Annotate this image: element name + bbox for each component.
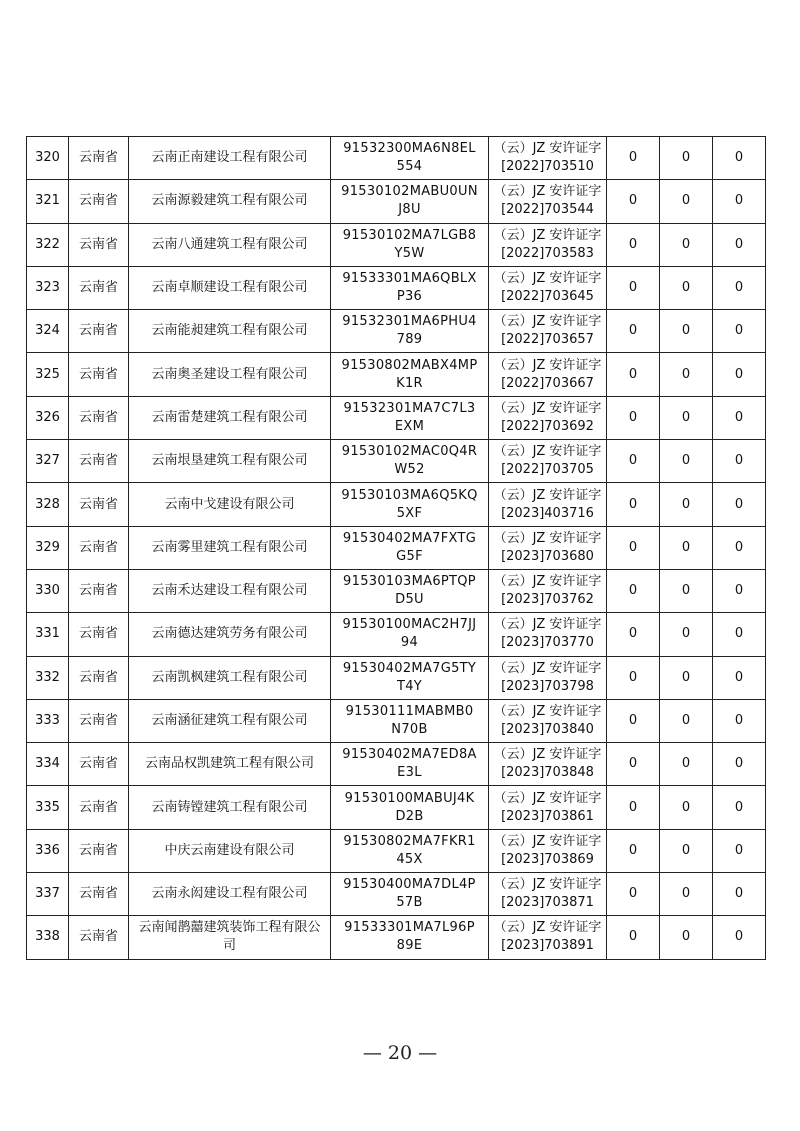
row-number: 334	[27, 743, 69, 786]
license-cell	[489, 396, 607, 439]
row-number: 331	[27, 613, 69, 656]
license-cell-line: （云）JZ 安许证字	[493, 660, 602, 676]
credit-code-cell-line: 91530402MA7ED8A	[342, 747, 477, 763]
license-cell	[489, 440, 607, 483]
license-cell-line: （云）JZ 安许证字	[493, 314, 602, 330]
province-cell: 云南省	[69, 873, 129, 916]
license-cell-line: [2023]703680	[501, 548, 594, 564]
count-cell-2: 0	[660, 353, 713, 396]
count-cell-1: 0	[607, 266, 660, 309]
credit-code-cell	[331, 699, 489, 742]
count-cell-1: 0	[607, 396, 660, 439]
count-cell-2: 0	[660, 223, 713, 266]
table-row	[27, 699, 766, 742]
credit-code-cell-line: EXM	[394, 418, 425, 434]
province-cell: 云南省	[69, 569, 129, 612]
table-row	[27, 266, 766, 309]
row-number: 338	[27, 916, 69, 959]
province-cell: 云南省	[69, 743, 129, 786]
license-cell-line: （云）JZ 安许证字	[493, 617, 602, 633]
row-number: 335	[27, 786, 69, 829]
row-number: 324	[27, 310, 69, 353]
credit-code-cell	[331, 569, 489, 612]
license-cell-line: [2022]703510	[501, 159, 594, 175]
province-cell: 云南省	[69, 786, 129, 829]
credit-code-cell	[331, 180, 489, 223]
company-name-cell-line: 中庆云南建设有限公司	[164, 842, 295, 858]
credit-code-cell	[331, 353, 489, 396]
license-cell-line: （云）JZ 安许证字	[493, 877, 602, 893]
count-cell-1: 0	[607, 699, 660, 742]
credit-code-cell	[331, 743, 489, 786]
credit-code-cell-line: 91533301MA6QBLX	[342, 271, 477, 287]
credit-code-cell-line: J8U	[398, 202, 421, 218]
row-number: 322	[27, 223, 69, 266]
company-name-cell-line: 云南卓顺建设工程有限公司	[151, 280, 308, 296]
table-row	[27, 743, 766, 786]
company-name-cell	[129, 483, 331, 526]
license-cell-line: [2023]703871	[501, 895, 594, 911]
table-row	[27, 786, 766, 829]
credit-code-cell	[331, 440, 489, 483]
count-cell-2: 0	[660, 180, 713, 223]
company-name-cell	[129, 353, 331, 396]
credit-code-cell-line: 91530802MA7FKR1	[343, 833, 476, 849]
count-cell-3: 0	[713, 656, 766, 699]
license-cell	[489, 829, 607, 872]
row-number: 336	[27, 829, 69, 872]
company-name-cell	[129, 396, 331, 439]
table-row	[27, 829, 766, 872]
company-table	[26, 136, 766, 960]
license-cell	[489, 180, 607, 223]
count-cell-2: 0	[660, 916, 713, 959]
count-cell-2: 0	[660, 526, 713, 569]
page-number: — 20 —	[362, 1042, 438, 1064]
license-cell	[489, 223, 607, 266]
license-cell-line: （云）JZ 安许证字	[493, 357, 602, 373]
company-name-cell-line: 云南中戈建设有限公司	[164, 496, 295, 512]
credit-code-cell-line: 554	[396, 159, 423, 175]
count-cell-1: 0	[607, 829, 660, 872]
count-cell-3: 0	[713, 873, 766, 916]
company-name-cell	[129, 916, 331, 959]
company-name-cell	[129, 266, 331, 309]
table-row	[27, 656, 766, 699]
license-cell	[489, 613, 607, 656]
company-name-cell-line: 云南能昶建筑工程有限公司	[151, 323, 308, 339]
row-number: 333	[27, 699, 69, 742]
count-cell-2: 0	[660, 873, 713, 916]
license-cell-line: [2022]703645	[501, 289, 594, 305]
license-cell-line: [2023]703762	[501, 592, 594, 608]
license-cell	[489, 353, 607, 396]
credit-code-cell-line: 91530100MABUJ4K	[344, 790, 475, 806]
license-cell	[489, 310, 607, 353]
credit-code-cell	[331, 137, 489, 180]
count-cell-2: 0	[660, 829, 713, 872]
company-name-cell	[129, 699, 331, 742]
count-cell-2: 0	[660, 483, 713, 526]
license-cell	[489, 483, 607, 526]
province-cell: 云南省	[69, 137, 129, 180]
province-cell: 云南省	[69, 656, 129, 699]
company-name-cell-line: 云南正南建设工程有限公司	[151, 150, 308, 166]
table-row	[27, 483, 766, 526]
table-row	[27, 440, 766, 483]
company-name-cell	[129, 569, 331, 612]
count-cell-1: 0	[607, 353, 660, 396]
credit-code-cell-line: 91532301MA7C7L3	[343, 400, 476, 416]
province-cell: 云南省	[69, 916, 129, 959]
license-cell	[489, 137, 607, 180]
credit-code-cell-line: 91532301MA6PHU4	[342, 314, 477, 330]
credit-code-cell	[331, 310, 489, 353]
row-number: 325	[27, 353, 69, 396]
province-cell: 云南省	[69, 613, 129, 656]
province-cell: 云南省	[69, 483, 129, 526]
count-cell-3: 0	[713, 310, 766, 353]
license-cell-line: [2023]703848	[501, 765, 594, 781]
license-cell-line: [2022]703705	[501, 462, 594, 478]
credit-code-cell	[331, 396, 489, 439]
license-cell	[489, 526, 607, 569]
province-cell: 云南省	[69, 310, 129, 353]
credit-code-cell-line: 91530100MAC2H7JJ	[342, 617, 477, 633]
credit-code-cell-line: 5XF	[396, 505, 423, 521]
credit-code-cell-line: 91530102MAC0Q4R	[341, 444, 478, 460]
license-cell	[489, 656, 607, 699]
count-cell-3: 0	[713, 786, 766, 829]
province-cell: 云南省	[69, 829, 129, 872]
row-number: 328	[27, 483, 69, 526]
company-name-cell-line: 云南源毅建筑工程有限公司	[151, 193, 308, 209]
credit-code-cell-line: G5F	[396, 548, 423, 564]
count-cell-3: 0	[713, 613, 766, 656]
company-name-cell-line: 云南奥圣建设工程有限公司	[151, 366, 308, 382]
count-cell-2: 0	[660, 699, 713, 742]
row-number: 330	[27, 569, 69, 612]
license-cell-line: （云）JZ 安许证字	[493, 704, 602, 719]
license-cell-line: [2022]703692	[501, 418, 594, 434]
license-cell	[489, 916, 607, 959]
license-cell-line: （云）JZ 安许证字	[493, 574, 602, 590]
table-row	[27, 873, 766, 916]
table-row	[27, 180, 766, 223]
count-cell-1: 0	[607, 310, 660, 353]
count-cell-2: 0	[660, 656, 713, 699]
license-cell-line: [2023]703891	[501, 938, 594, 954]
count-cell-3: 0	[713, 916, 766, 959]
company-name-cell	[129, 873, 331, 916]
license-cell-line: [2023]703840	[501, 722, 594, 737]
company-name-cell-line: 云南八通建筑工程有限公司	[151, 236, 308, 252]
company-name-cell-line: 云南闻鹊囍建筑装饰工程有限公	[138, 920, 321, 936]
company-name-cell-line: 云南凯枫建筑工程有限公司	[151, 669, 308, 685]
company-name-cell	[129, 440, 331, 483]
company-name-cell-line: 云南雾里建筑工程有限公司	[151, 539, 308, 555]
credit-code-cell	[331, 613, 489, 656]
table-row	[27, 526, 766, 569]
row-number: 326	[27, 396, 69, 439]
count-cell-3: 0	[713, 699, 766, 742]
province-cell: 云南省	[69, 353, 129, 396]
credit-code-cell-line: 89E	[396, 938, 423, 954]
credit-code-cell	[331, 916, 489, 959]
credit-code-cell-line: 57B	[396, 895, 423, 911]
company-name-cell-line: 云南垠垦建筑工程有限公司	[151, 453, 308, 469]
count-cell-1: 0	[607, 483, 660, 526]
license-cell-line: （云）JZ 安许证字	[493, 184, 602, 200]
credit-code-cell-line: T4Y	[396, 678, 423, 694]
province-cell: 云南省	[69, 699, 129, 742]
count-cell-1: 0	[607, 613, 660, 656]
company-name-cell	[129, 223, 331, 266]
row-number: 332	[27, 656, 69, 699]
row-number: 323	[27, 266, 69, 309]
company-name-cell	[129, 526, 331, 569]
count-cell-2: 0	[660, 569, 713, 612]
table-row	[27, 310, 766, 353]
company-name-cell	[129, 613, 331, 656]
credit-code-cell-line: K1R	[396, 375, 423, 391]
credit-code-cell-line: 94	[400, 635, 419, 651]
license-cell	[489, 786, 607, 829]
count-cell-1: 0	[607, 223, 660, 266]
province-cell: 云南省	[69, 223, 129, 266]
count-cell-3: 0	[713, 353, 766, 396]
count-cell-1: 0	[607, 873, 660, 916]
row-number: 327	[27, 440, 69, 483]
company-name-cell	[129, 656, 331, 699]
count-cell-1: 0	[607, 743, 660, 786]
license-cell-line: [2022]703583	[501, 245, 594, 261]
province-cell: 云南省	[69, 266, 129, 309]
license-cell	[489, 743, 607, 786]
credit-code-cell-line: P36	[396, 289, 423, 305]
table-body	[27, 137, 766, 960]
table-row	[27, 353, 766, 396]
credit-code-cell	[331, 873, 489, 916]
count-cell-2: 0	[660, 137, 713, 180]
credit-code-cell-line: 91530102MA7LGB8	[342, 227, 477, 243]
company-name-cell	[129, 310, 331, 353]
count-cell-1: 0	[607, 569, 660, 612]
license-cell-line: [2023]703869	[501, 851, 594, 867]
count-cell-2: 0	[660, 743, 713, 786]
count-cell-1: 0	[607, 916, 660, 959]
table-row	[27, 396, 766, 439]
row-number: 320	[27, 137, 69, 180]
credit-code-cell	[331, 266, 489, 309]
company-name-cell-line: 云南禾达建设工程有限公司	[151, 583, 308, 599]
credit-code-cell-line: 91530102MABU0UN	[341, 184, 478, 200]
count-cell-2: 0	[660, 440, 713, 483]
count-cell-3: 0	[713, 743, 766, 786]
count-cell-2: 0	[660, 396, 713, 439]
license-cell-line: [2023]703770	[501, 635, 594, 651]
count-cell-3: 0	[713, 440, 766, 483]
province-cell: 云南省	[69, 180, 129, 223]
license-cell-line: （云）JZ 安许证字	[493, 920, 602, 936]
license-cell-line: [2022]703667	[501, 375, 594, 391]
company-name-cell-line: 云南德达建筑劳务有限公司	[151, 626, 308, 642]
credit-code-cell	[331, 786, 489, 829]
credit-code-cell-line: N70B	[391, 722, 428, 737]
table-row	[27, 223, 766, 266]
license-cell-line: （云）JZ 安许证字	[493, 833, 602, 849]
province-cell: 云南省	[69, 526, 129, 569]
credit-code-cell	[331, 223, 489, 266]
license-cell-line: [2022]703657	[501, 332, 594, 348]
credit-code-cell-line: D2B	[395, 808, 424, 824]
count-cell-3: 0	[713, 137, 766, 180]
company-name-cell-line: 云南永闳建设工程有限公司	[151, 886, 308, 902]
company-name-cell	[129, 743, 331, 786]
credit-code-cell-line: 91530111MABMB0	[345, 704, 474, 719]
credit-code-cell-line: 91530400MA7DL4P	[343, 877, 476, 893]
credit-code-cell-line: 91530802MABX4MP	[341, 357, 478, 373]
province-cell: 云南省	[69, 440, 129, 483]
company-name-cell-line: 云南铸镗建筑工程有限公司	[151, 799, 308, 815]
count-cell-2: 0	[660, 310, 713, 353]
count-cell-1: 0	[607, 656, 660, 699]
count-cell-3: 0	[713, 266, 766, 309]
count-cell-1: 0	[607, 440, 660, 483]
license-cell-line: [2022]703544	[501, 202, 594, 218]
credit-code-cell-line: 91533301MA7L96P	[344, 920, 475, 936]
credit-code-cell-line: D5U	[395, 592, 424, 608]
count-cell-1: 0	[607, 526, 660, 569]
count-cell-3: 0	[713, 223, 766, 266]
table-row	[27, 137, 766, 180]
credit-code-cell	[331, 483, 489, 526]
count-cell-2: 0	[660, 266, 713, 309]
row-number: 337	[27, 873, 69, 916]
license-cell	[489, 569, 607, 612]
count-cell-1: 0	[607, 180, 660, 223]
license-cell-line: （云）JZ 安许证字	[493, 530, 602, 546]
company-name-cell	[129, 137, 331, 180]
company-name-cell	[129, 180, 331, 223]
count-cell-2: 0	[660, 786, 713, 829]
license-cell-line: （云）JZ 安许证字	[493, 790, 602, 806]
credit-code-cell-line: Y5W	[394, 245, 425, 261]
license-cell-line: （云）JZ 安许证字	[493, 400, 602, 416]
row-number: 329	[27, 526, 69, 569]
credit-code-cell-line: 91532300MA6N8EL	[343, 141, 476, 157]
license-cell	[489, 266, 607, 309]
credit-code-cell-line: 91530402MA7G5TY	[342, 660, 477, 676]
license-cell-line: （云）JZ 安许证字	[493, 487, 602, 503]
province-cell: 云南省	[69, 396, 129, 439]
license-cell	[489, 699, 607, 742]
credit-code-cell-line: E3L	[397, 765, 422, 781]
credit-code-cell-line: 91530103MA6PTQP	[343, 574, 476, 590]
credit-code-cell	[331, 829, 489, 872]
credit-code-cell-line: 91530103MA6Q5KQ	[341, 487, 478, 503]
credit-code-cell-line: 91530402MA7FXTG	[342, 530, 477, 546]
credit-code-cell	[331, 526, 489, 569]
credit-code-cell-line: W52	[394, 462, 425, 478]
credit-code-cell-line: 45X	[396, 851, 423, 867]
license-cell-line: （云）JZ 安许证字	[493, 227, 602, 243]
count-cell-3: 0	[713, 526, 766, 569]
company-name-cell	[129, 786, 331, 829]
company-name-cell-line: 云南雷楚建筑工程有限公司	[151, 409, 308, 425]
table-row	[27, 613, 766, 656]
count-cell-1: 0	[607, 137, 660, 180]
count-cell-2: 0	[660, 613, 713, 656]
license-cell-line: [2023]703861	[501, 808, 594, 824]
company-name-cell-line: 云南涵征建筑工程有限公司	[151, 713, 308, 728]
license-cell-line: （云）JZ 安许证字	[493, 444, 602, 460]
table-row	[27, 569, 766, 612]
count-cell-3: 0	[713, 569, 766, 612]
count-cell-3: 0	[713, 829, 766, 872]
license-cell-line: （云）JZ 安许证字	[493, 271, 602, 287]
company-name-cell-line: 司	[222, 938, 236, 954]
license-cell	[489, 873, 607, 916]
company-name-cell-line: 云南品权凯建筑工程有限公司	[144, 756, 314, 772]
count-cell-3: 0	[713, 396, 766, 439]
count-cell-1: 0	[607, 786, 660, 829]
table-row	[27, 916, 766, 959]
credit-code-cell	[331, 656, 489, 699]
license-cell-line: [2023]703798	[501, 678, 594, 694]
company-name-cell	[129, 829, 331, 872]
license-cell-line: [2023]403716	[501, 505, 594, 521]
credit-code-cell-line: 789	[396, 332, 423, 348]
row-number: 321	[27, 180, 69, 223]
license-cell-line: （云）JZ 安许证字	[493, 747, 602, 763]
count-cell-3: 0	[713, 483, 766, 526]
count-cell-3: 0	[713, 180, 766, 223]
license-cell-line: （云）JZ 安许证字	[493, 141, 602, 157]
